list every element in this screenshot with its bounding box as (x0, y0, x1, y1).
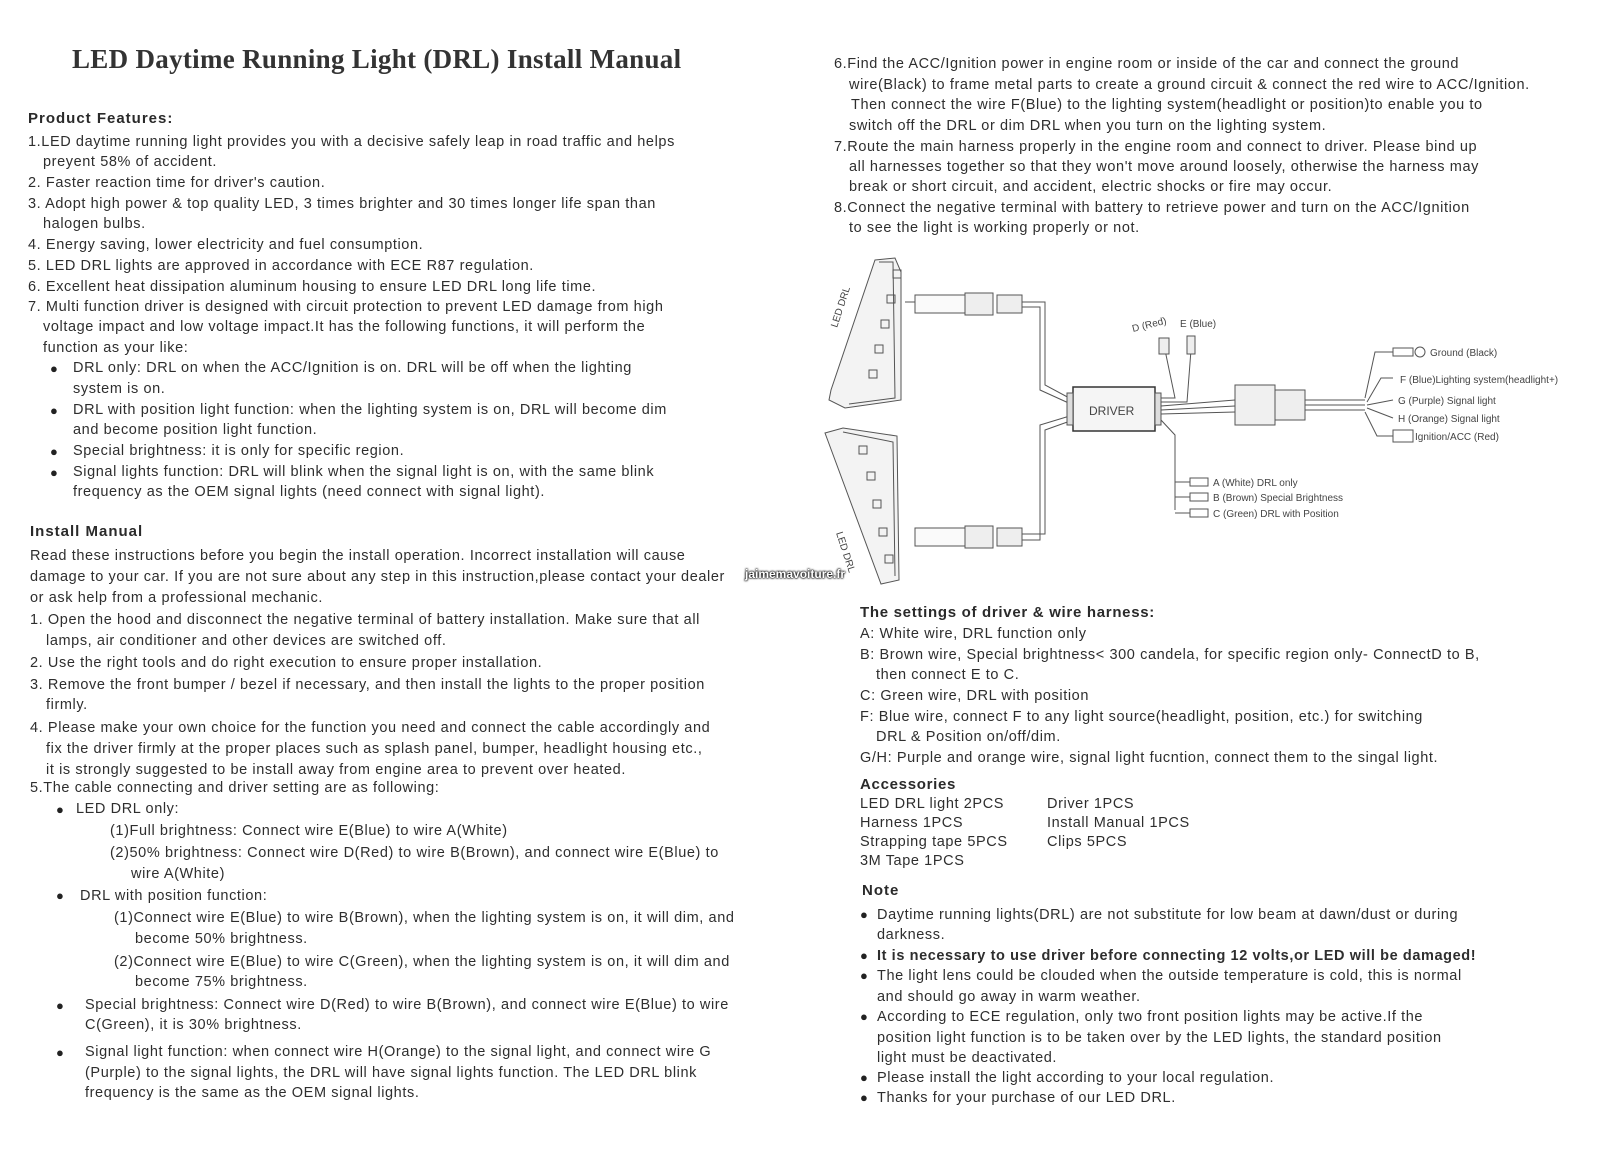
feature-bullet: DRL only: DRL on when the ACC/Ignition is on. DRL will be off when the lighting (73, 360, 632, 376)
note-line: Please install the light according to your local regulation. (877, 1070, 1275, 1086)
position-item: become 50% brightness. (135, 931, 308, 947)
feature-line: preyent 58% of accident. (43, 154, 217, 170)
bullet-icon: ● (860, 1070, 868, 1085)
h-orange-label: H (Orange) Signal light (1398, 414, 1500, 425)
note-line: and should go away in warm weather. (877, 989, 1141, 1005)
settings-line: B: Brown wire, Special brightness< 300 candela, for specific region only- ConnectD to B, (860, 647, 1480, 663)
note-heading: Note (862, 882, 900, 899)
led-only-item: wire A(White) (131, 866, 226, 882)
position-item: (2)Connect wire E(Blue) to wire C(Green), when the lighting system is on, it will dim and (114, 954, 730, 970)
bullet-icon: ● (56, 888, 64, 903)
accessory-item: 3M Tape 1PCS (860, 853, 965, 869)
note-line: Daytime running lights(DRL) are not substitute for low beam at dawn/dust or during (877, 907, 1459, 923)
install-heading: Install Manual (30, 523, 144, 540)
c-green-label: C (Green) DRL with Position (1213, 509, 1339, 520)
install-step: 8.Connect the negative terminal with battery to retrieve power and turn on the ACC/Ignition (834, 200, 1470, 216)
bullet-icon: ● (860, 1009, 868, 1024)
a-white-label: A (White) DRL only (1213, 478, 1298, 489)
led-only-item: (2)50% brightness: Connect wire D(Red) to wire B(Brown), and connect wire E(Blue) to (110, 845, 719, 861)
feature-bullet: system is on. (73, 381, 166, 397)
bullet-icon: ● (860, 1090, 868, 1105)
b-brown-label: B (Brown) Special Brightness (1213, 493, 1344, 504)
f-blue-label: F (Blue)Lighting system(headlight+) (1400, 375, 1559, 386)
feature-line: 4. Energy saving, lower electricity and fuel consumption. (28, 237, 424, 253)
accessory-item: Install Manual 1PCS (1047, 815, 1190, 831)
e-blue-label: E (Blue) (1180, 319, 1217, 330)
accessory-item: Driver 1PCS (1047, 796, 1135, 812)
driver-label: DRIVER (1089, 404, 1135, 418)
note-line: According to ECE regulation, only two front position lights may be active.If the (877, 1009, 1424, 1025)
install-step: 4. Please make your own choice for the function you need and connect the cable accordingly and (30, 720, 711, 736)
note-line: darkness. (877, 927, 946, 943)
install-step: 7.Route the main harness properly in the engine room and connect to driver. Please bind up (834, 139, 1478, 155)
feature-line: halogen bulbs. (43, 216, 146, 232)
settings-line: then connect E to C. (876, 667, 1020, 683)
bullet-icon: ● (56, 998, 64, 1013)
feature-line: 7. Multi function driver is designed with circuit protection to prevent LED damage from high (28, 299, 664, 315)
feature-line: 6. Excellent heat dissipation aluminum housing to ensure LED DRL long life time. (28, 279, 597, 295)
install-intro: Read these instructions before you begin the install operation. Incorrect installation will cause (30, 548, 686, 564)
accessory-item: Clips 5PCS (1047, 834, 1128, 850)
settings-line: DRL & Position on/off/dim. (876, 729, 1061, 745)
install-step: to see the light is working properly or not. (849, 220, 1140, 236)
g-purple-label: G (Purple) Signal light (1398, 396, 1496, 407)
install-step: 1. Open the hood and disconnect the negative terminal of battery installation. Make sure that all (30, 612, 700, 628)
install-step: 3. Remove the front bumper / bezel if necessary, and then install the lights to the proper position (30, 677, 705, 693)
signal-line: (Purple) to the signal lights, the DRL will have signal lights function. The LED DRL blink (85, 1065, 697, 1081)
wiring-diagram (815, 250, 1600, 595)
led-drl-bottom-lamp (825, 428, 899, 584)
document-title: LED Daytime Running Light (DRL) Install Manual (72, 44, 682, 74)
bullet-icon: ● (50, 465, 58, 480)
note-line: The light lens could be clouded when the outside temperature is cold, this is normal (877, 968, 1462, 984)
settings-line: F: Blue wire, connect F to any light source(headlight, position, etc.) for switching (860, 709, 1423, 725)
feature-line: 3. Adopt high power & top quality LED, 3 times brighter and 30 times longer life span than (28, 196, 656, 212)
ground-label: Ground (Black) (1430, 348, 1498, 359)
accessories-heading: Accessories (860, 776, 957, 793)
install-step: firmly. (46, 697, 88, 713)
feature-bullet: DRL with position light function: when the lighting system is on, DRL will become dim (73, 402, 667, 418)
feature-line: voltage impact and low voltage impact.It has the following functions, it will perform the (43, 319, 646, 335)
led-only-item: (1)Full brightness: Connect wire E(Blue) to wire A(White) (110, 823, 508, 839)
feature-line: 5. LED DRL lights are approved in accordance with ECE R87 regulation. (28, 258, 534, 274)
bullet-icon: ● (56, 802, 64, 817)
install-step: all harnesses together so that they won't move around loosely, otherwise the harness may (849, 159, 1479, 175)
led-drl-top-lamp (829, 258, 901, 408)
bullet-icon: ● (50, 444, 58, 459)
feature-line: 1.LED daytime running light provides you with a decisive safely leap in road traffic and helps (28, 134, 675, 150)
led-drl-top-label: LED DRL (829, 285, 853, 329)
settings-line: A: White wire, DRL function only (860, 626, 1087, 642)
note-line: light must be deactivated. (877, 1050, 1058, 1066)
position-label: DRL with position function: (80, 888, 268, 904)
bullet-icon: ● (50, 361, 58, 376)
feature-bullet: Signal lights function: DRL will blink when the signal light is on, with the same blink (73, 464, 655, 480)
accessory-item: Harness 1PCS (860, 815, 964, 831)
settings-heading: The settings of driver & wire harness: (860, 604, 1156, 621)
bullet-icon: ● (50, 403, 58, 418)
d-red-label: D (Red) (1131, 315, 1168, 335)
install-step: it is strongly suggested to be install away from engine area to prevent over heated. (46, 762, 626, 778)
install-step: 5.The cable connecting and driver setting are as following: (30, 780, 440, 796)
accessory-item: Strapping tape 5PCS (860, 834, 1008, 850)
ignition-label: Ignition/ACC (Red) (1415, 432, 1499, 443)
watermark: jaimemavoiture.fr (745, 567, 846, 581)
bullet-icon: ● (56, 1045, 64, 1060)
install-step: 2. Use the right tools and do right execution to ensure proper installation. (30, 655, 543, 671)
position-item: (1)Connect wire E(Blue) to wire B(Brown), when the lighting system is on, it will dim, and (114, 910, 735, 926)
signal-line: frequency is the same as the OEM signal lights. (85, 1085, 420, 1101)
feature-line: function as your like: (43, 340, 189, 356)
signal-line: Signal light function: when connect wire H(Orange) to the signal light, and connect wire G (85, 1044, 712, 1060)
install-step: 6.Find the ACC/Ignition power in engine room or inside of the car and connect the ground (834, 56, 1460, 72)
feature-bullet: and become position light function. (73, 422, 318, 438)
special-line: C(Green), it is 30% brightness. (85, 1017, 302, 1033)
install-step: fix the driver firmly at the proper places such as splash panel, bumper, headlight housing etc., (46, 741, 703, 757)
settings-line: C: Green wire, DRL with position (860, 688, 1089, 704)
bullet-icon: ● (860, 968, 868, 983)
note-line-warning: It is necessary to use driver before connecting 12 volts,or LED will be damaged! (877, 948, 1477, 964)
accessory-item: LED DRL light 2PCS (860, 796, 1005, 812)
note-line: Thanks for your purchase of our LED DRL. (877, 1090, 1176, 1106)
special-line: Special brightness: Connect wire D(Red) to wire B(Brown), and connect wire E(Blue) to wire (85, 997, 729, 1013)
features-heading: Product Features: (28, 110, 174, 127)
install-intro: damage to your car. If you are not sure about any step in this instruction,please contact your dealer (30, 569, 725, 585)
bullet-icon: ● (860, 907, 868, 922)
feature-bullet: frequency as the OEM signal lights (need connect with signal light). (73, 484, 545, 500)
note-line: position light function is to be taken over by the LED lights, the standard position (877, 1030, 1442, 1046)
settings-line: G/H: Purple and orange wire, signal light fucntion, connect them to the singal light. (860, 750, 1439, 766)
led-drl-bottom-label: LED DRL (833, 530, 857, 575)
install-step: switch off the DRL or dim DRL when you turn on the lighting system. (849, 118, 1327, 134)
install-step: break or short circuit, and accident, electric shocks or fire may occur. (849, 179, 1333, 195)
feature-line: 2. Faster reaction time for driver's caution. (28, 175, 326, 191)
install-step: Then connect the wire F(Blue) to the lighting system(headlight or position)to enable you to (851, 97, 1483, 113)
install-intro: or ask help from a professional mechanic. (30, 590, 323, 606)
bullet-icon: ● (860, 948, 868, 963)
feature-bullet: Special brightness: it is only for specific region. (73, 443, 405, 459)
install-step: lamps, air conditioner and other devices are switched off. (46, 633, 447, 649)
install-step: wire(Black) to frame metal parts to create a ground circuit & connect the red wire to ACC/Ignition. (849, 77, 1530, 93)
position-item: become 75% brightness. (135, 974, 308, 990)
led-only-label: LED DRL only: (76, 801, 180, 817)
